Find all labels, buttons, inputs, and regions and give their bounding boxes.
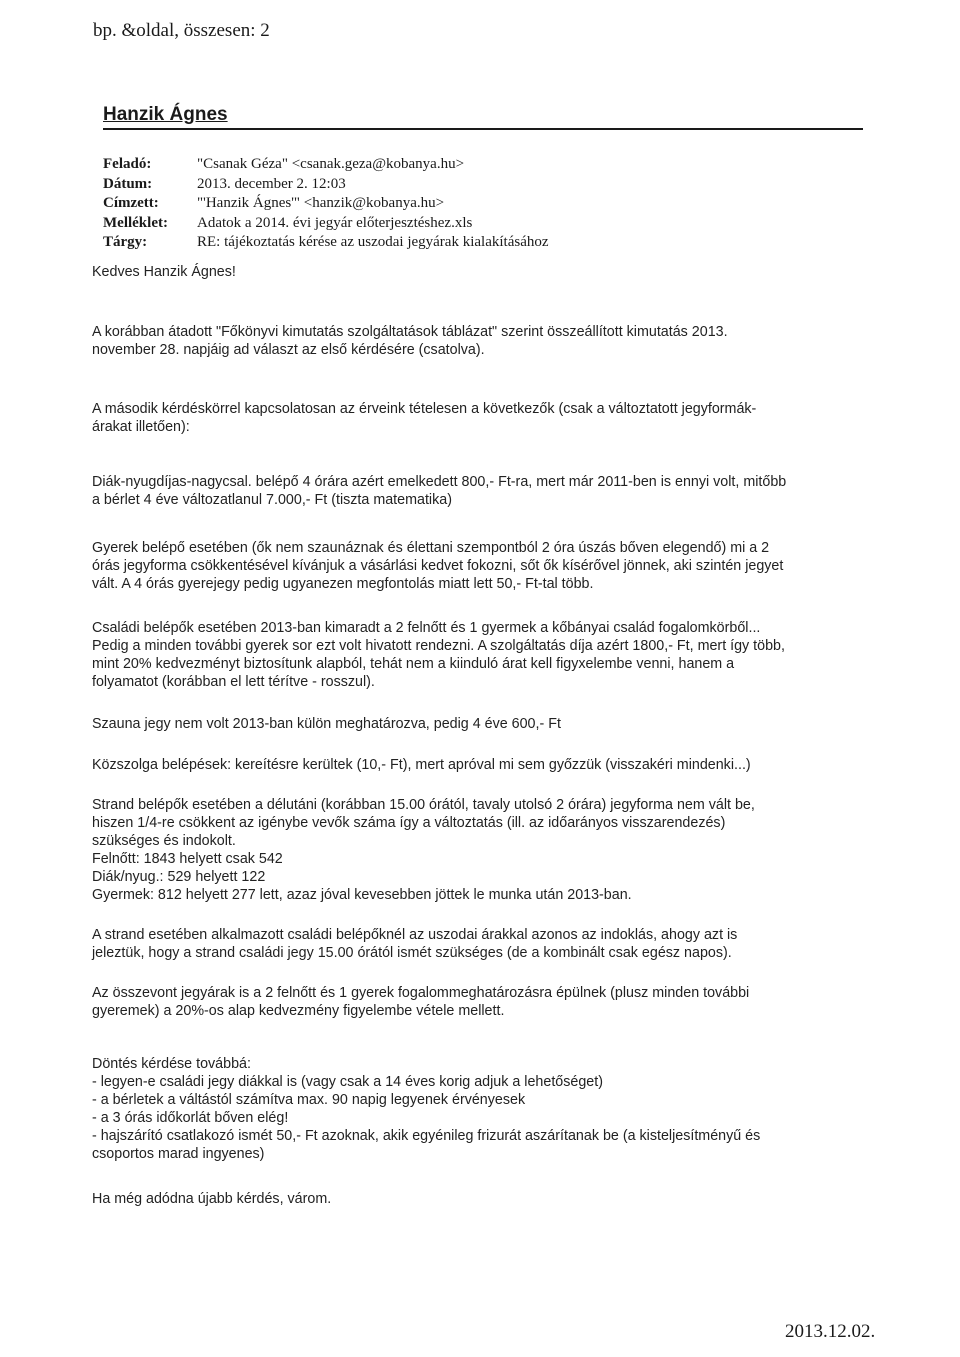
list-item: - hajszárító csatlakozó ismét 50,- Ft azoknak, akik egyénileg frizurát aszárítanak be (a kisteljesítményű és — [92, 1128, 761, 1144]
text-line: Az összevont jegyárak is a 2 felnőtt és 1 gyerek fogalommeghatározásra épülnek (plusz minden további — [92, 985, 750, 1001]
paragraph-student-ticket — [92, 473, 882, 509]
text-line: vált. A 4 órás gyerejegy pedig ugyanezen megfontolás miatt lett 50,- Ft-tal több. — [92, 576, 594, 592]
meta-label: Címzett: — [103, 195, 159, 211]
paragraph-combined-prices — [92, 984, 882, 1020]
text-line: Döntés kérdése továbbá: — [92, 1056, 251, 1072]
meta-row-to — [103, 194, 549, 214]
paragraph-closing — [92, 1190, 882, 1208]
meta-value: Adatok a 2014. évi jegyár előterjesztéshez.xls — [197, 214, 473, 231]
paragraph-second-question — [92, 400, 882, 436]
text-line: Gyerek belépő esetében (ők nem szaunáznak és élettani szempontból 2 óra úszás bőven elegendő) mi a 2 — [92, 540, 770, 556]
meta-label: Dátum: — [103, 175, 153, 192]
text-line: jeleztük, hogy a strand családi jegy 15.00 órától ismét szükséges (de a kombinált csak egész napos). — [92, 945, 732, 961]
list-item: - legyen-e családi jegy diákkal is (vagy csak a 14 éves korig adjuk a lehetőséget) — [92, 1074, 603, 1090]
text-line: A második kérdéskörrel kapcsolatosan az érveink tételesen a következők (csak a változtatott jegyformák- — [92, 401, 757, 417]
sender-divider — [103, 128, 863, 130]
meta-row-from — [103, 155, 549, 175]
text-line: Pedig a minden további gyerek sor ezt volt hivatott rendezni. A szolgáltatás díja azért 1800,- Ft, mert így több, — [92, 638, 785, 654]
text-line: Diák/nyug.: 529 helyett 122 — [92, 869, 266, 885]
paragraph-intro — [92, 323, 882, 359]
page-date: 2013.12.02. — [785, 1321, 876, 1342]
meta-row-subject — [103, 233, 549, 253]
meta-row-date — [103, 175, 549, 195]
text-line: Közszolga belépések: kereítésre kerültek (10,- Ft), mert apróval mi sem győzzük (visszakéri mindenki...) — [92, 757, 751, 773]
paragraph-decision-questions — [92, 1055, 882, 1163]
text-line: Ha még adódna újabb kérdés, várom. — [92, 1191, 332, 1207]
text-line: Szauna jegy nem volt 2013-ban külön meghatározva, pedig 4 éve 600,- Ft — [92, 716, 561, 732]
text-line: A korábban átadott "Főkönyvi kimutatás szolgáltatások táblázat" szerint összeállított kimutatás 2013. — [92, 324, 728, 340]
text-line: folyamatot (korábban el lett térítve - rosszul). — [92, 674, 375, 690]
meta-value: "Csanak Géza" <csanak.geza@kobanya.hu> — [197, 156, 465, 172]
paragraph-beach-ticket — [92, 796, 882, 904]
text-line: Családi belépők esetében 2013-ban kimaradt a 2 felnőtt és 1 gyermek a kőbányai család fogalomkörből... — [92, 620, 761, 636]
text-line: órás jegyforma csökkentésével kívánjuk a vásárlási kedvet fokozni, sőt ők kísérővel jönnek, aki szintén jegyet — [92, 558, 784, 574]
meta-value: "'Hanzik Ágnes'" <hanzik@kobanya.hu> — [197, 195, 445, 211]
paragraph-beach-family — [92, 926, 882, 962]
paragraph-child-ticket — [92, 539, 882, 593]
meta-row-attachment — [103, 214, 549, 234]
email-body — [92, 263, 882, 1208]
text-line: Gyermek: 812 helyett 277 lett, azaz jóval kevesebben jöttek le munka után 2013-ban. — [92, 887, 632, 903]
paragraph-public-servant — [92, 756, 882, 774]
meta-value: RE: tájékoztatás kérése az uszodai jegyárak kialakításához — [197, 234, 549, 250]
text-line: A strand esetében alkalmazott családi belépőknél az uszodai árakkal azonos az indoklás, ahogy azt is — [92, 927, 738, 943]
meta-label: Tárgy: — [103, 234, 148, 250]
text-line: a bérlet 4 éve változatlanul 7.000,- Ft (tiszta matematika) — [92, 492, 452, 508]
meta-label: Melléklet: — [103, 214, 168, 231]
list-item: - a bérletek a váltástól számítva max. 90 napig legyenek érvényesek — [92, 1092, 526, 1108]
paragraph-family-ticket — [92, 619, 882, 691]
email-meta — [103, 155, 549, 253]
text-line: Felnőtt: 1843 helyett csak 542 — [92, 851, 283, 867]
meta-value: 2013. december 2. 12:03 — [197, 175, 346, 192]
text-line: szükséges és indokolt. — [92, 833, 236, 849]
list-item: - a 3 órás időkorlát bőven elég! — [92, 1110, 289, 1126]
sender-name: Hanzik Ágnes — [103, 104, 228, 125]
text-line: mint 20% kedvezményt biztosítunk alapból, tehát nem a kiinduló árat kell figyxelembe venni, hanem a — [92, 656, 735, 672]
greeting: Kedves Hanzik Ágnes! — [92, 264, 236, 280]
list-item: csoportos marad ingyenes) — [92, 1146, 265, 1162]
paragraph-sauna-ticket — [92, 715, 882, 733]
text-line: gyeremek) a 20%-os alap kedvezmény figyelembe vétele mellett. — [92, 1003, 505, 1019]
text-line: hiszen 1/4-re csökkent az igénybe vevők száma így a változtatás (ill. az időarányos visszarendezés) — [92, 815, 726, 831]
page-header: bp. &oldal, összesen: 2 — [93, 20, 270, 41]
text-line: Strand belépők esetében a délutáni (korábban 15.00 órától, tavaly utolsó 2 órára) jegyforma nem vált be, — [92, 797, 755, 813]
text-line: Diák-nyugdíjas-nagycsal. belépő 4 órára azért emelkedett 800,- Ft-ra, mert már 2011-ben is ennyi volt, mitőbb — [92, 474, 787, 490]
meta-label: Feladó: — [103, 156, 152, 172]
text-line: november 28. napjáig ad választ az első kérdésére (csatolva). — [92, 342, 485, 358]
text-line: árakat illetően): — [92, 419, 190, 435]
